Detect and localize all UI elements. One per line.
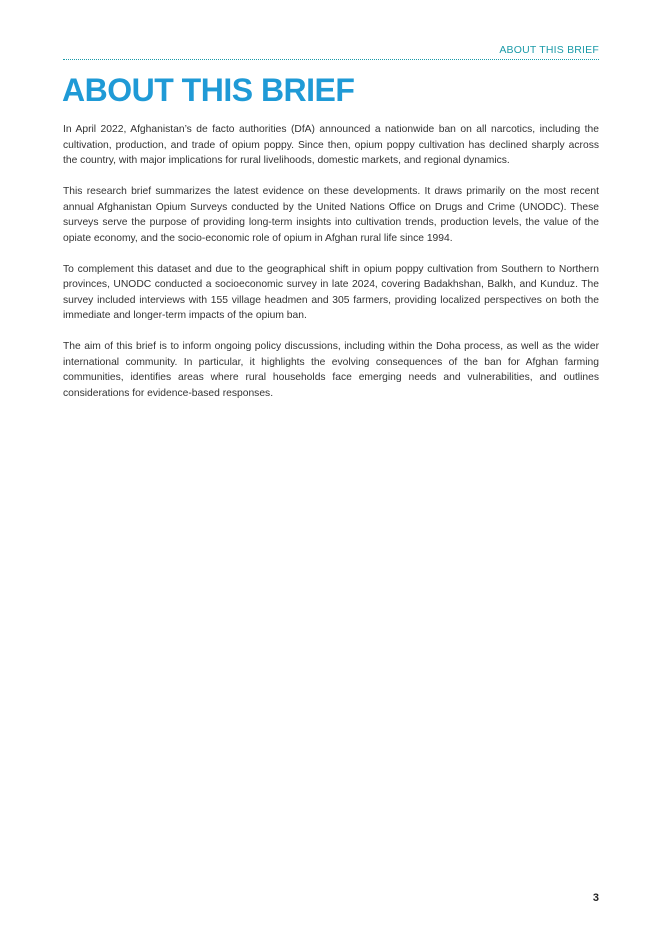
body-text (63, 122, 599, 417)
paragraph-intro: In April 2022, Afghanistan’s de facto authorities (DfA) announced a nationwide ban on all narcotics, including the cultivation, production, and trade of opium poppy. Since then, opium poppy cultivation has declined sharply across the country, with major implications for rural livelihoods, domestic markets, and regional dynamics. (63, 124, 599, 166)
page-number: 3 (592, 892, 599, 904)
paragraph-aim: The aim of this brief is to inform ongoing policy discussions, including within the Doha process, as well as the wider international community. In particular, it highlights the evolving consequences of the ban for Afghan farming communities, identifies areas where rural households face emerging needs and vulnerabilities, and outlines considerations for evidence-based responses. (63, 341, 599, 399)
running-header-title: ABOUT THIS BRIEF (499, 44, 599, 56)
running-header (63, 40, 599, 60)
paragraph-summary: This research brief summarizes the latest evidence on these developments. It draws primarily on the most recent annual Afghanistan Opium Surveys conducted by the United Nations Office on Drugs and Crime (UNODC). These surveys serve the purpose of providing long-term insights into cultivation trends, production levels, the value of the opiate economy, and the socio-economic role of opium in Afghan rural life since 1994. (63, 186, 599, 244)
paragraph-survey: To complement this dataset and due to the geographical shift in opium poppy cultivation from Southern to Northern provinces, UNODC conducted a socioeconomic survey in late 2024, covering Badakhshan, Balkh, and Kunduz. The survey included interviews with 155 village headmen and 305 farmers, providing localized perspectives on both the immediate and longer-term impacts of the opium ban. (63, 263, 599, 321)
page-title: ABOUT THIS BRIEF (62, 72, 355, 108)
